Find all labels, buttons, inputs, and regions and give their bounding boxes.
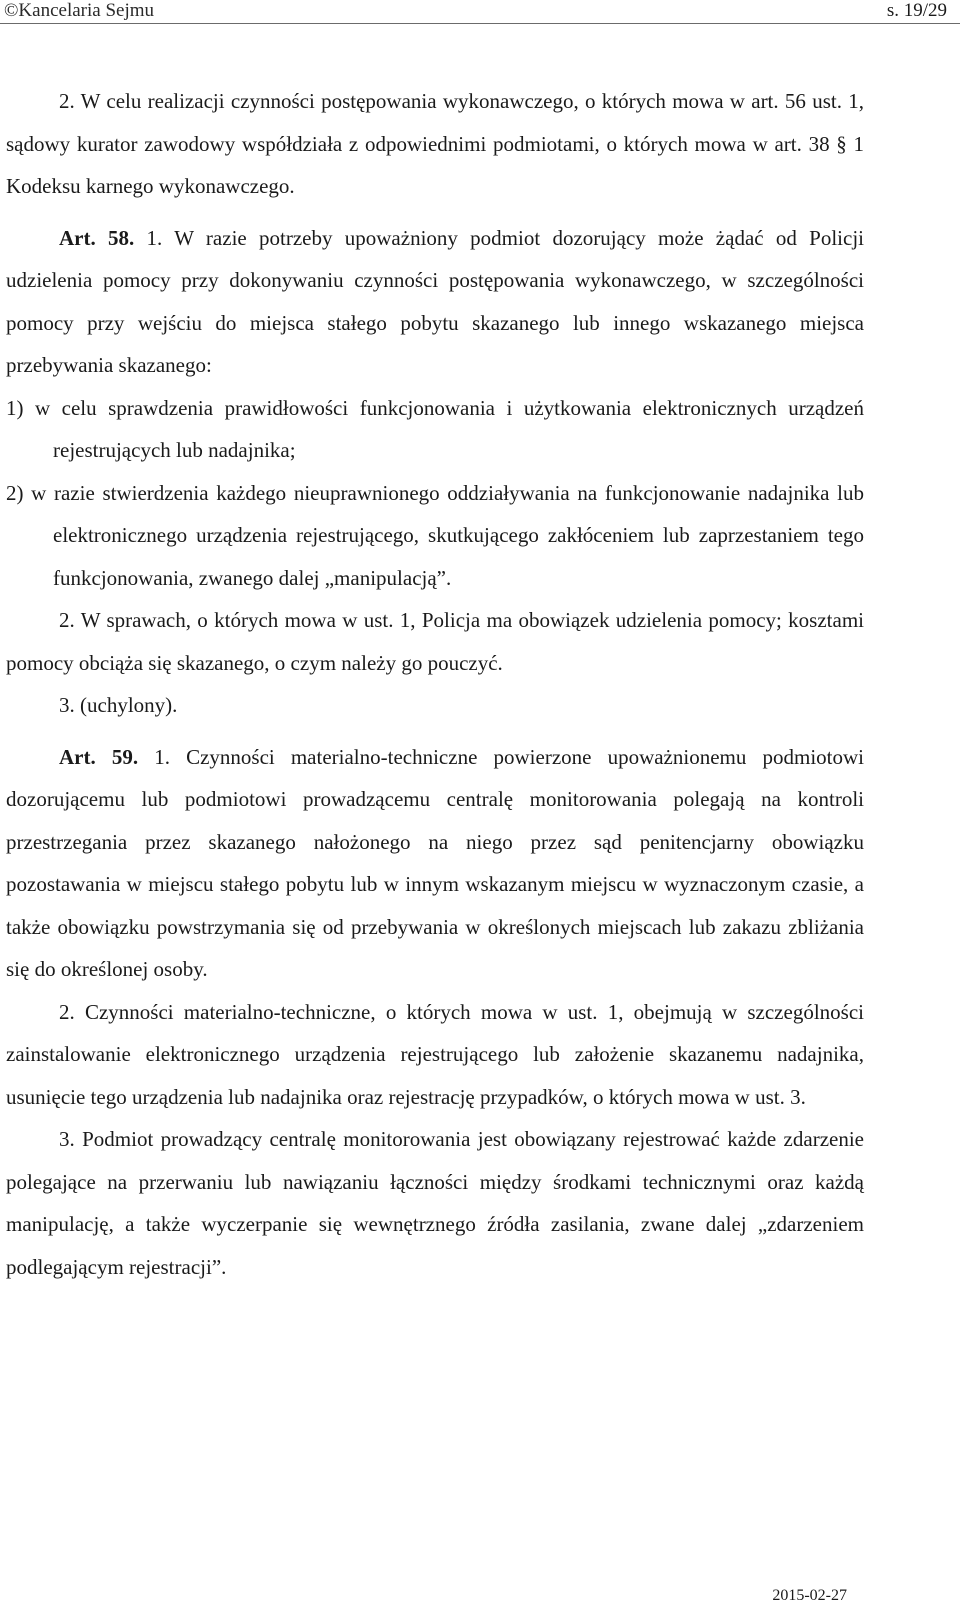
paragraph-art58-ust1 (6, 217, 864, 387)
header-page-number: s. 19/29 (886, 0, 947, 21)
paragraph-art58-ust3: 3. (uchylony). (59, 693, 178, 717)
paragraph-art58-ust2: 2. W sprawach, o których mowa w ust. 1, Policja ma obowiązek udzielenia pomocy; kosztami pomocy obciąża się skazanego, o czym należy go pouczyć. (6, 608, 864, 675)
paragraph-art59-ust3: 3. Podmiot prowadzący centralę monitorowania jest obowiązany rejestrować każde zdarzenie polegające na przerwaniu lub nawiązaniu łączności między środkami technicznymi oraz każdą manipulację, a także wyczerpanie się wewnętrznego źródła zasilania, zwane dalej „zdarzeniem podlegającym rejestracji”. (6, 1127, 864, 1279)
header-rule (0, 23, 960, 24)
paragraph-text: 1. W razie potrzeby upoważniony podmiot dozorujący może żądać od Policji udzielenia pomocy przy dokonywaniu czynności postępowania wykonawczego, w szczególności pomocy przy wejściu do miejsca stałego pobytu skazanego lub innego wskazanego miejsca przebywania skazanego: (6, 225, 864, 377)
document-body (6, 80, 864, 1288)
list-item-1: 1) w celu sprawdzenia prawidłowości funkcjonowania i użytkowania elektronicznych urządzeń rejestrujących lub nadajnika; (6, 395, 864, 462)
paragraph-text: 1. Czynności materialno-techniczne powierzone upoważnionemu podmiotowi dozorującemu lub podmiotowi prowadzącemu centralę monitorowania polegają na kontroli przestrzegania przez skazanego nałożonego na niego przez sąd penitencjarny obowiązku pozostawania w miejscu stałego pobytu lub w innym wskazanym miejscu w wyznaczonym czasie, a także obowiązku powstrzymania się od przebywania w określonych miejscach lub zakazu zbliżania się do określonej osoby. (6, 744, 864, 981)
list-item-2: 2) w razie stwierdzenia każdego nieuprawnionego oddziaływania na funkcjonowanie nadajnika lub elektronicznego urządzenia rejestrującego, skutkującego zakłóceniem lub zaprzestaniem tego funkcjonowania, zwanego dalej „manipulacją”. (6, 480, 864, 590)
article-heading: Art. 58. (59, 225, 135, 250)
header-source: ©Kancelaria Sejmu (4, 0, 155, 21)
paragraph-art59-ust2: 2. Czynności materialno-techniczne, o których mowa w ust. 1, obejmują w szczególności zainstalowanie elektronicznego urządzenia rejestrującego lub założenie skazanemu nadajnika, usunięcie tego urządzenia lub nadajnika oraz rejestrację przypadków, o których mowa w ust. 3. (6, 999, 864, 1109)
article-heading: Art. 59. (59, 744, 139, 769)
footer-date: 2015-02-27 (772, 1587, 847, 1604)
paragraph-art59-ust1 (6, 736, 864, 991)
paragraph-art57-ust2: 2. W celu realizacji czynności postępowania wykonawczego, o których mowa w art. 56 ust. 1, sądowy kurator zawodowy współdziała z odpowiednimi podmiotami, o których mowa w art. 38 § 1 Kodeksu karnego wykonawczego. (6, 89, 864, 198)
